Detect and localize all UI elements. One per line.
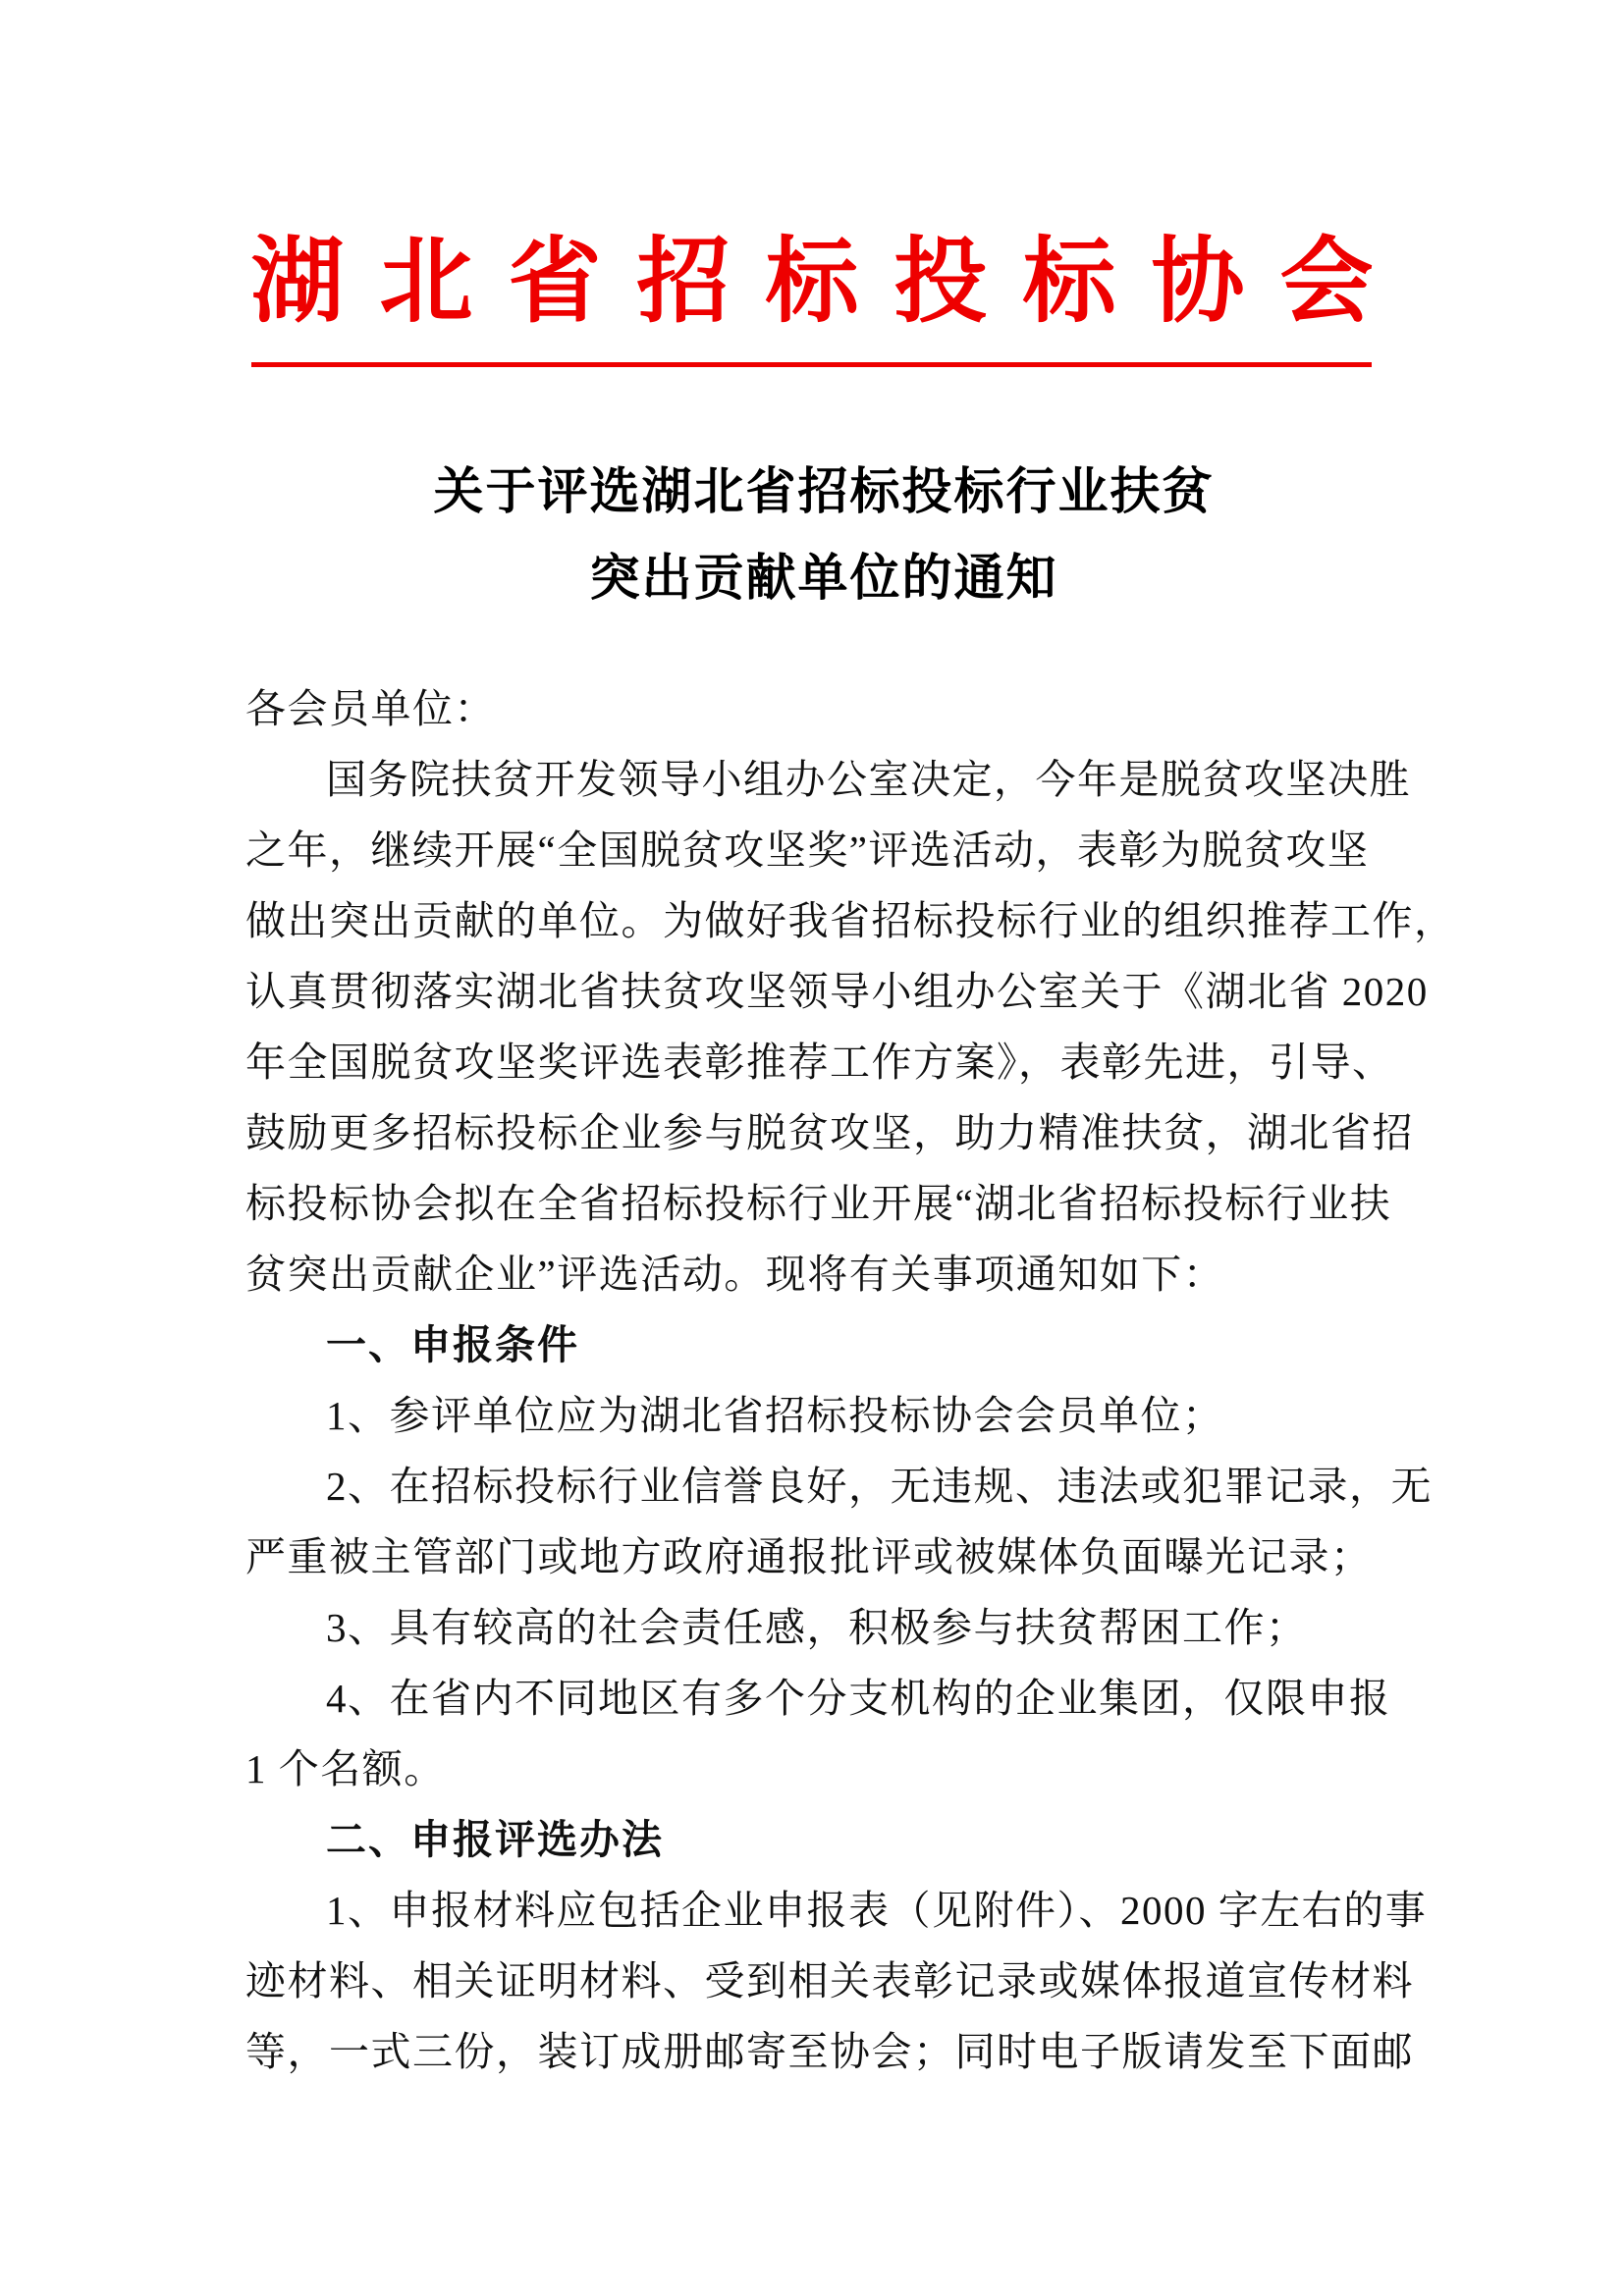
body-line: 1 个名额。	[245, 1746, 446, 1791]
body-line: 鼓励更多招标投标企业参与脱贫攻坚，助力精准扶贫，湖北省招	[245, 1110, 1414, 1155]
body-line: 各会员单位：	[245, 686, 496, 731]
section-heading-line: 一、申报条件	[326, 1322, 579, 1367]
document-title-line-2: 突出贡献单位的通知	[589, 552, 1058, 607]
body-line: 等，一式三份，装订成册邮寄至协会；同时电子版请发至下面邮	[245, 2029, 1414, 2074]
document-title	[12, 450, 1624, 622]
body-line: 之年，继续开展“全国脱贫攻坚奖”评选活动，表彰为脱贫攻坚	[245, 828, 1370, 873]
body-line: 严重被主管部门或地方政府通报批评或被媒体负面曝光记录；	[245, 1534, 1373, 1579]
body-line: 3、具有较高的社会责任感，积极参与扶贫帮困工作；	[326, 1605, 1308, 1650]
body-line: 国务院扶贫开发领导小组办公室决定，今年是脱贫攻坚决胜	[326, 757, 1411, 802]
body-line: 4、在省内不同地区有多个分支机构的企业集团，仅限申报	[326, 1676, 1391, 1721]
document-body	[245, 673, 1456, 2087]
body-line: 2、在招标投标行业信誉良好，无违规、违法或犯罪记录，无	[326, 1464, 1433, 1509]
body-line: 年全国脱贫攻坚奖评选表彰推荐工作方案》，表彰先进，引导、	[245, 1040, 1394, 1085]
body-line: 标投标协会拟在全省招标投标行业开展“湖北省招标投标行业扶	[245, 1181, 1392, 1226]
body-line: 1、申报材料应包括企业申报表（见附件）、2000 字左右的事	[326, 1888, 1428, 1933]
body-line: 1、参评单位应为湖北省招标投标协会会员单位；	[326, 1393, 1224, 1438]
letterhead-org-name: 湖北省招标投标协会	[250, 230, 1409, 334]
body-line: 迹材料、相关证明材料、受到相关表彰记录或媒体报道宣传材料	[245, 1958, 1414, 2003]
body-line: 认真贯彻落实湖北省扶贫攻坚领导小组办公室关于《湖北省 2020	[245, 969, 1429, 1014]
body-line: 贫突出贡献企业”评选活动。现将有关事项通知如下：	[245, 1252, 1225, 1297]
section-heading-line: 二、申报评选办法	[326, 1817, 664, 1862]
document-title-line-1: 关于评选湖北省招标投标行业扶贫	[433, 465, 1215, 520]
body-line: 做出突出贡献的单位。为做好我省招标投标行业的组织推荐工作，	[245, 898, 1456, 943]
letterhead-divider-line	[251, 362, 1372, 367]
